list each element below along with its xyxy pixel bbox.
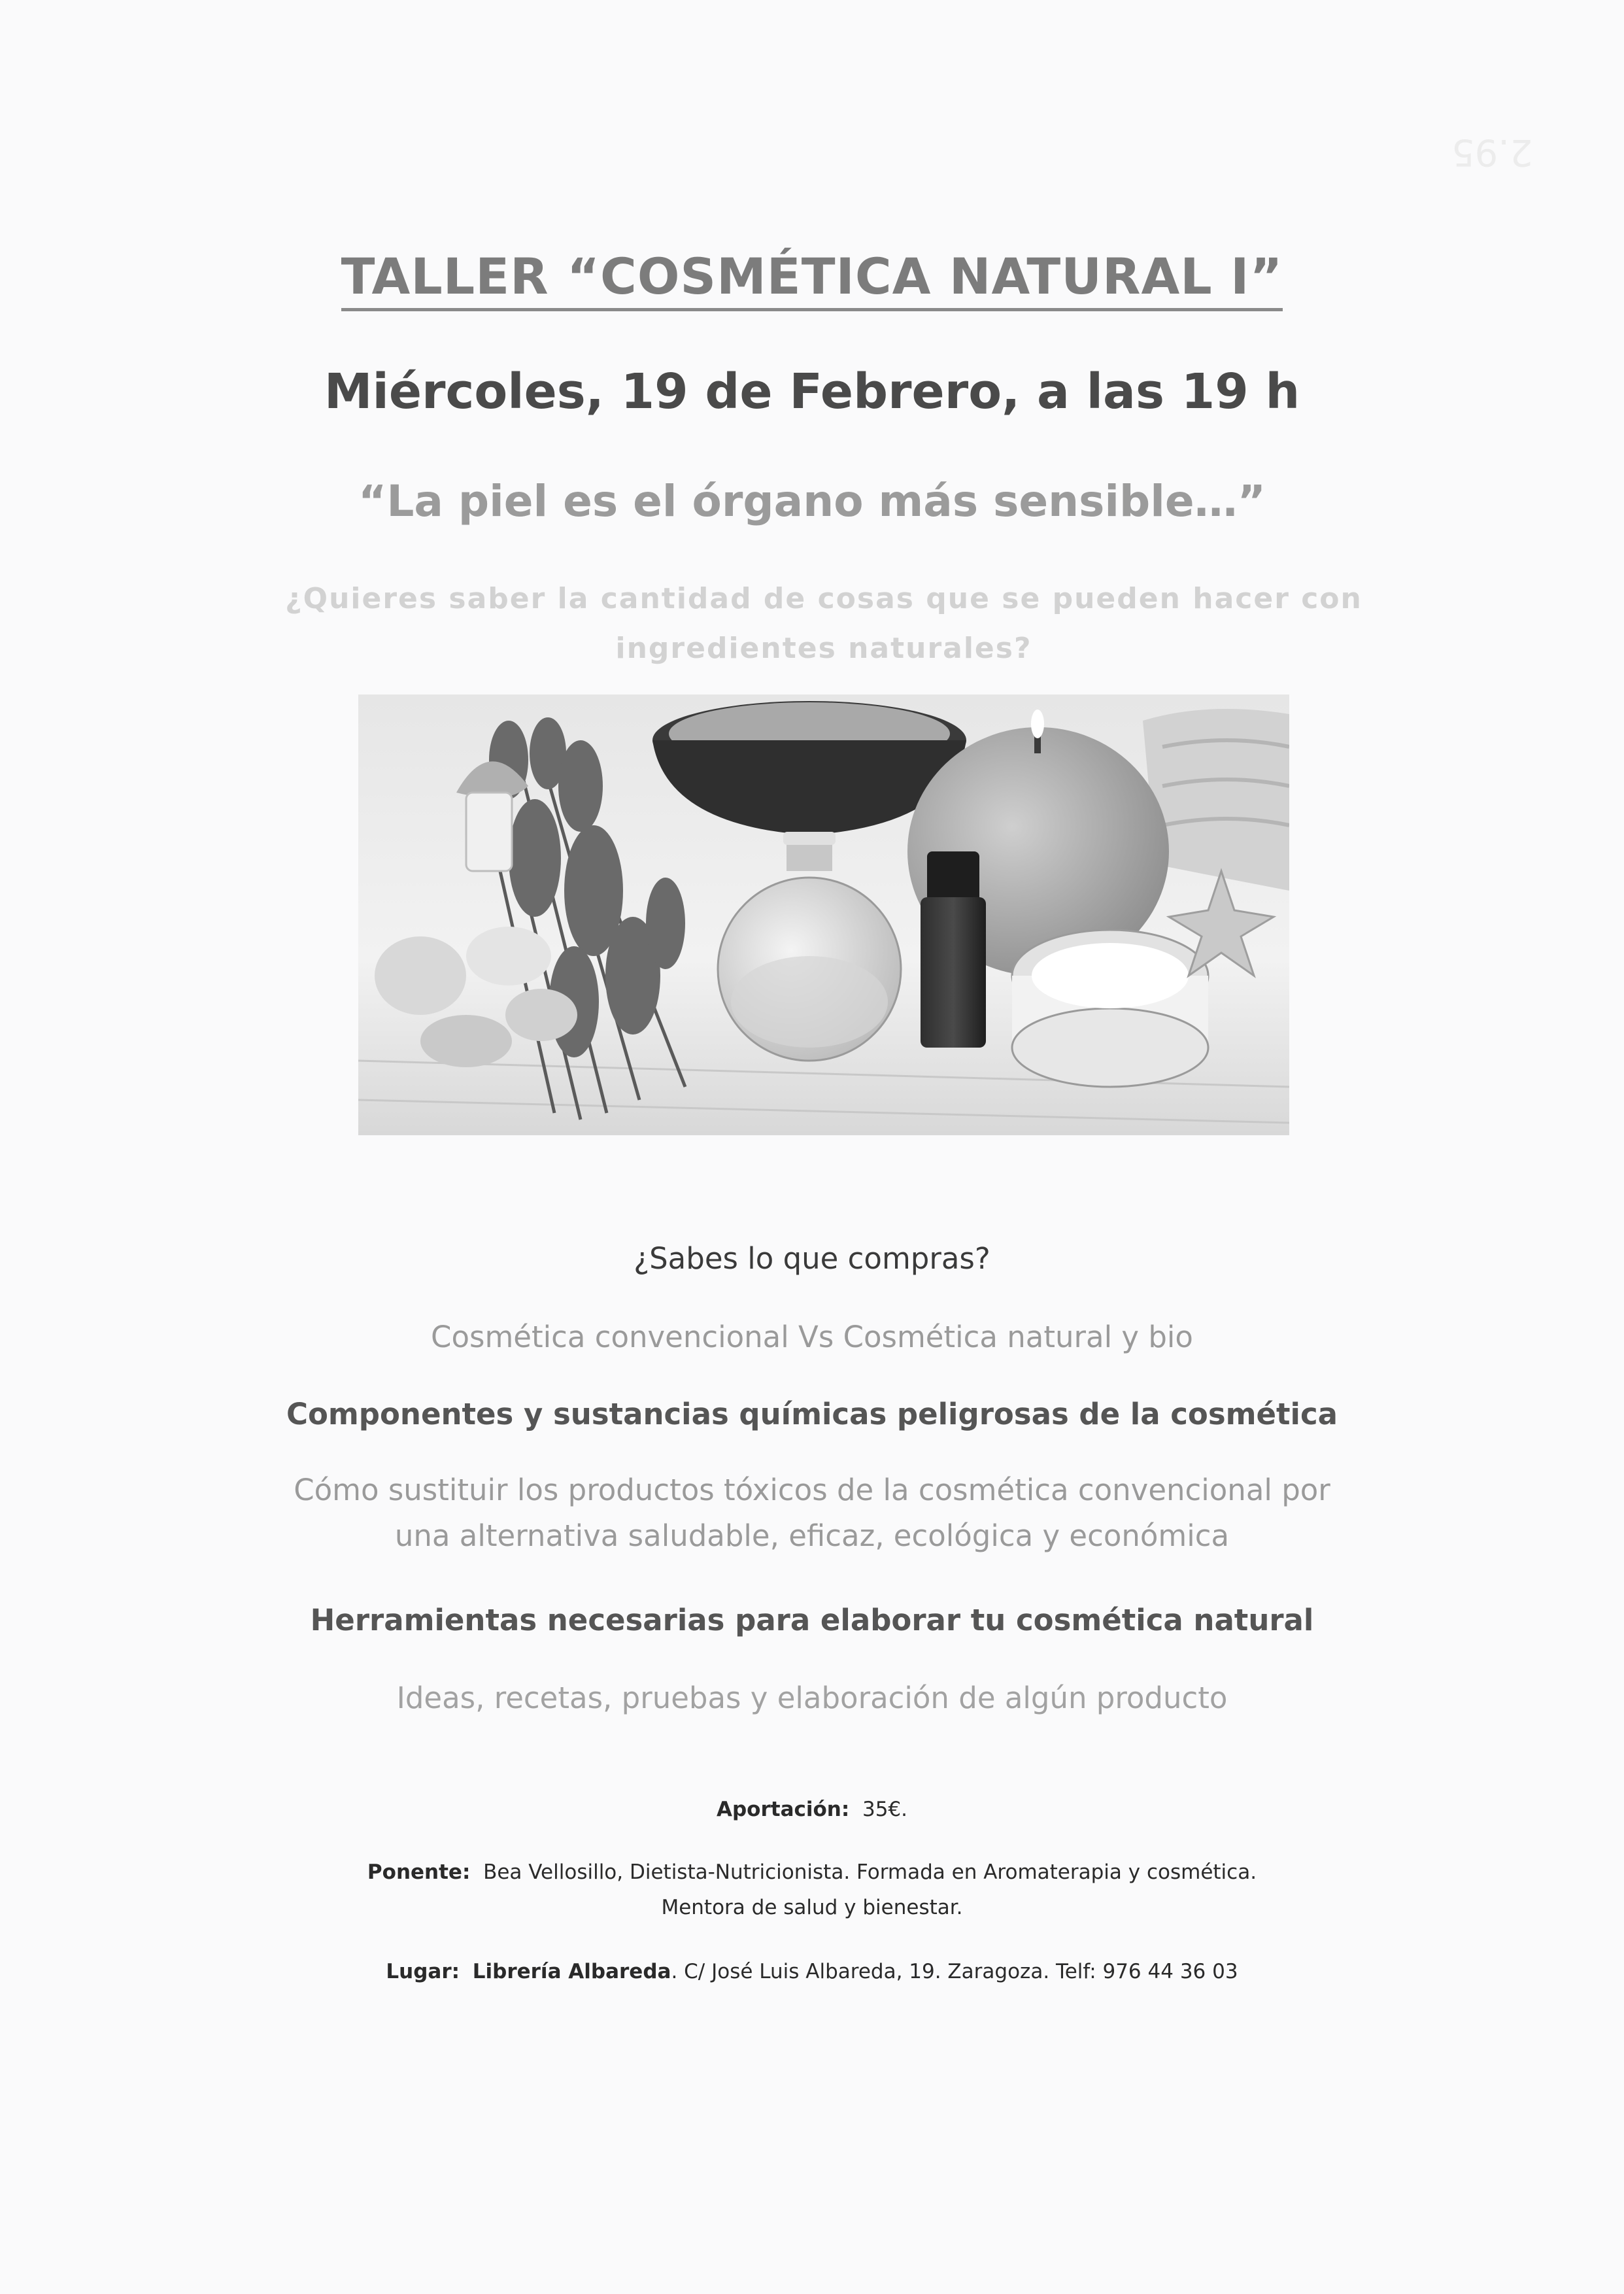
place-address: . C/ José Luis Albareda, 19. Zaragoza. Telf: 976 44 36 03 xyxy=(671,1960,1238,1983)
place-name: Librería Albareda xyxy=(472,1960,671,1983)
speaker-label: Ponente: xyxy=(367,1860,471,1884)
topic-4 xyxy=(0,1467,1624,1559)
speaker-line-1 xyxy=(0,1855,1624,1890)
topic-1: ¿Sabes lo que compras? xyxy=(634,1241,990,1276)
intro-question xyxy=(275,574,1373,674)
speaker-value: Bea Vellosillo, Dietista-Nutricionista. Formada en Aromaterapia y cosmética. xyxy=(483,1860,1257,1884)
price-label: Aportación: xyxy=(716,1798,850,1821)
speaker-line-2: Mentora de salud y bienestar. xyxy=(661,1896,963,1919)
spa-products-photo xyxy=(358,694,1289,1135)
topic-5: Herramientas necesarias para elaborar tu cosmética natural xyxy=(310,1603,1314,1637)
intro-question-line-2: ingredientes naturales? xyxy=(615,632,1032,665)
price-value: 35€. xyxy=(862,1798,908,1821)
topic-4-line-1: Cómo sustituir los productos tóxicos de la cosmética convencional por xyxy=(294,1473,1330,1507)
topic-3: Componentes y sustancias químicas peligrosas de la cosmética xyxy=(286,1397,1338,1431)
place-line xyxy=(0,1954,1624,1989)
intro-question-line-1: ¿Quieres saber la cantidad de cosas que se pueden hacer con xyxy=(285,582,1362,615)
handwritten-corner-note: 2.95 xyxy=(1451,131,1533,173)
price-line xyxy=(0,1792,1624,1827)
place-label: Lugar: xyxy=(386,1960,460,1983)
flyer-title xyxy=(0,247,1624,305)
topic-2: Cosmética convencional Vs Cosmética natural y bio xyxy=(431,1320,1193,1354)
topic-4-line-2: una alternativa saludable, eficaz, ecológica y económica xyxy=(394,1518,1230,1553)
speaker-block xyxy=(0,1855,1624,1925)
topic-6: Ideas, recetas, pruebas y elaboración de algún producto xyxy=(396,1681,1228,1715)
quote: “La piel es el órgano más sensible…” xyxy=(358,476,1266,526)
event-date: Miércoles, 19 de Febrero, a las 19 h xyxy=(324,364,1300,420)
flyer-title-text: TALLER “COSMÉTICA NATURAL I” xyxy=(341,247,1283,311)
